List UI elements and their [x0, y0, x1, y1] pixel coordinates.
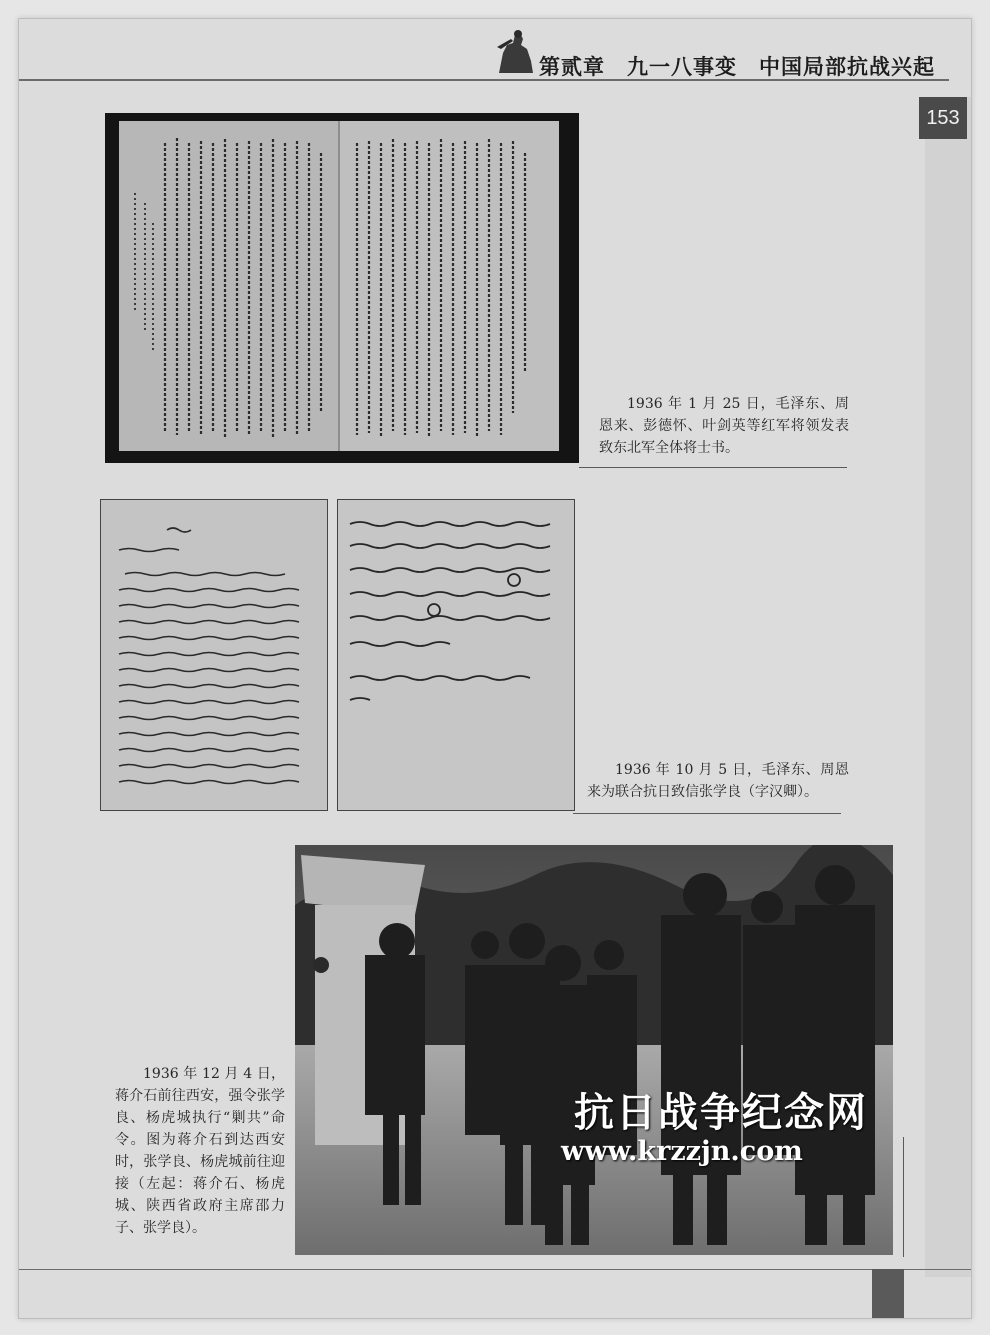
- caption-3: 1936 年 12 月 4 日，蒋介石前往西安，强令张学良、杨虎城执行“剿共”命令。图为蒋介石到达西安时，张学良、杨虎城前往迎接（左起：蒋介石、杨虎城、陕西省政府主席邵力子、张学良）。: [115, 1066, 285, 1236]
- footer-rule: [19, 1269, 971, 1270]
- soldier-statue-icon: [493, 25, 537, 75]
- book-page: [18, 18, 972, 1319]
- caption-vrule-3: [903, 1137, 904, 1257]
- page-number: 153: [919, 97, 967, 139]
- xian-arrival-photo: [295, 845, 893, 1255]
- header-rule: [19, 79, 949, 81]
- handwritten-letter-right: [337, 499, 575, 811]
- manuscript-photo-1: [105, 113, 579, 463]
- caption-1: 1936 年 1 月 25 日，毛泽东、周恩来、彭德怀、叶剑英等红军将领发表致东北军全体将士书。: [599, 396, 849, 456]
- handwritten-letter-left: [100, 499, 328, 811]
- caption-rule-1: [579, 467, 847, 468]
- chapter-title: 第贰章 九一八事变 中国局部抗战兴起: [539, 55, 935, 79]
- watermark-url[interactable]: www.krzzjn.com: [561, 1136, 803, 1167]
- caption-rule-2: [573, 813, 841, 814]
- footer-tab: [872, 1269, 904, 1318]
- caption-2: 1936 年 10 月 5 日，毛泽东、周恩来为联合抗日致信张学良（字汉卿）。: [587, 762, 849, 800]
- watermark-site-name: 抗日战争纪念网: [574, 1089, 868, 1136]
- page-edge-band: [925, 97, 971, 1277]
